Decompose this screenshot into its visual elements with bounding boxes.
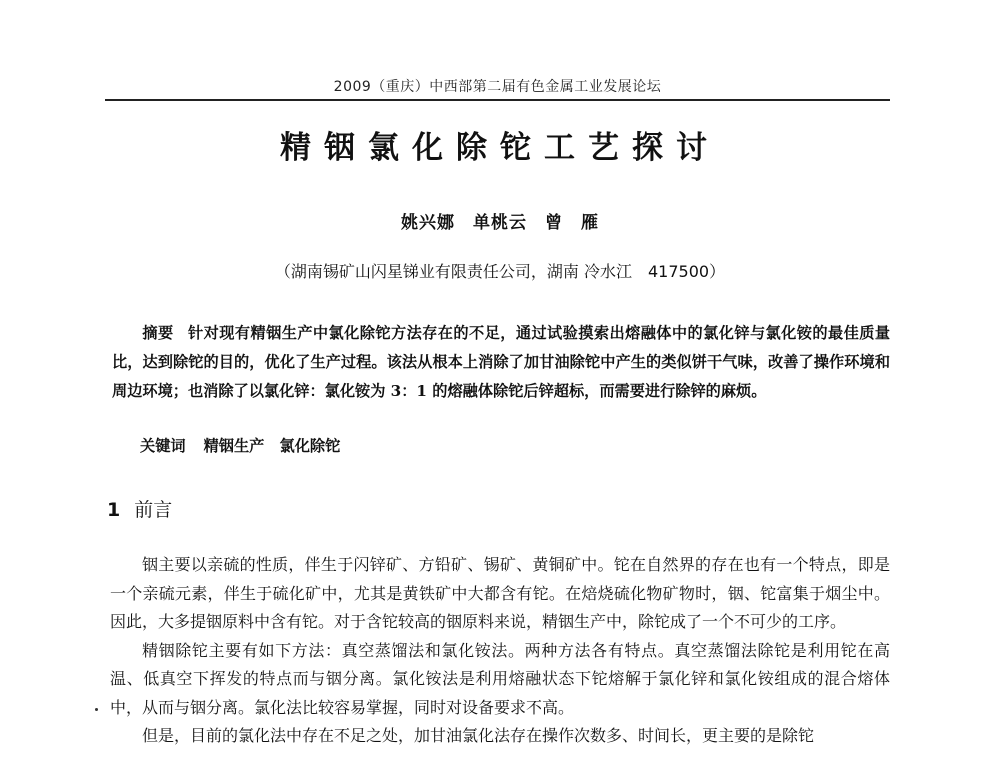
keywords <box>140 435 890 456</box>
section-number: 1 <box>107 499 121 521</box>
body-paragraph: 精铟除铊主要有如下方法：真空蒸馏法和氯化铵法。两种方法各有特点。真空蒸馏法除铊是利用铊在高温、低真空下挥发的特点而与铟分离。氯化铵法是利用熔融状态下铊熔解于氯化锌和氯化铵组成的混合熔体中，从而与铟分离。氯化法比较容易掌握，同时对设备要求不高。 <box>110 640 890 717</box>
section-title: 前言 <box>134 499 173 521</box>
section-heading <box>107 495 172 522</box>
abstract-text: 针对现有精铟生产中氯化除铊方法存在的不足，通过试验摸索出熔融体中的氯化锌与氯化铵的最佳质量比，达到除铊的目的，优化了生产过程。该法从根本上消除了加甘油除铊中产生的类似饼干气味，改善了操作环境和周边环境；也消除了以氯化锌：氯化铵为 3：1 的熔融体除铊后锌超标，而需要进行除锌的麻烦。 <box>112 324 891 400</box>
keywords-label: 关键词 <box>140 437 186 455</box>
abstract-label: 摘要 <box>142 324 174 342</box>
affiliation: （湖南锡矿山闪星锑业有限责任公司，湖南 冷水江 417500） <box>274 262 726 281</box>
body-paragraph: 铟主要以亲硫的性质，伴生于闪锌矿、方铅矿、锡矿、黄铜矿中。铊在自然界的存在也有一个特点，即是一个亲硫元素，伴生于硫化矿中，尤其是黄铁矿中大都含有铊。在焙烧硫化物矿物时，铟、铊富集于烟尘中。因此，大多提铟原料中含有铊。对于含铊较高的铟原料来说，精铟生产中，除铊成了一个不可少的工序。 <box>110 555 890 631</box>
section-body <box>110 551 890 751</box>
abstract <box>112 319 890 406</box>
body-paragraph: 但是，目前的氯化法中存在不足之处，加甘油氯化法存在操作次数多、时间长，更主要的是除铊 <box>142 726 815 745</box>
paper-title: 精铟氯化除铊工艺探讨 <box>280 130 720 166</box>
keywords-text: 精铟生产 氯化除铊 <box>203 437 341 455</box>
authors: 姚兴娜 单桃云 曾 雁 <box>401 213 599 233</box>
margin-dot <box>95 708 98 711</box>
header-rule <box>105 99 890 101</box>
running-header: 2009（重庆）中西部第二届有色金属工业发展论坛 <box>333 79 662 95</box>
